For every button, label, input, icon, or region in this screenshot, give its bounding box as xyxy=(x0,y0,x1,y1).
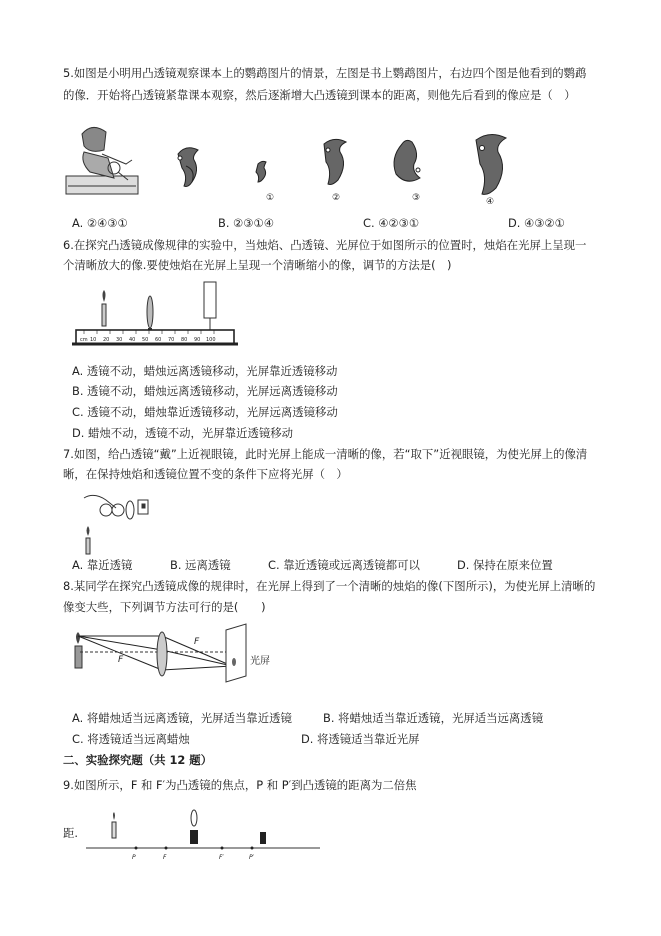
q8-stem-line1: 8.某同学在探究凸透镜成像的规律时，在光屏上得到了一个清晰的烛焰的像(下图所示)，为使光屏上清晰的 xyxy=(63,579,596,593)
convex-lens xyxy=(147,296,153,332)
q6-option-d[interactable]: D. 蜡烛不动，透镜不动，光屏靠近透镜移动 xyxy=(72,426,294,440)
q6-option-a[interactable]: A. 透镜不动，蜡烛远离透镜移动，光屏靠近透镜移动 xyxy=(72,364,338,378)
q5-stem-line1: 5.如图是小明用凸透镜观察课本上的鹦鹉图片的情景，左图是书上鹦鹉图片，右边四个图是他看到的鹦鹉 xyxy=(63,66,587,80)
q7-option-c[interactable]: C. 靠近透镜或远离透镜都可以 xyxy=(268,558,420,572)
q7-option-d[interactable]: D. 保持在原来位置 xyxy=(457,558,553,572)
q8-stem-line2: 像变大些，下列调节方法可行的是( ) xyxy=(63,600,266,614)
ruler-tick-90: 90 xyxy=(194,337,201,343)
q6-option-c[interactable]: C. 透镜不动，蜡烛靠近透镜移动，光屏远离透镜移动 xyxy=(72,405,338,419)
light-screen xyxy=(258,800,272,844)
q6-stem-line1: 6.在探究凸透镜成像规律的实验中，当烛焰、凸透镜、光屏位于如图所示的位置时，烛焰在光屏上呈现一 xyxy=(63,238,587,252)
q6-option-b[interactable]: B. 透镜不动，蜡烛远离透镜移动，光屏远离透镜移动 xyxy=(72,384,338,398)
q8-option-d[interactable]: D. 将透镜适当靠近光屏 xyxy=(301,732,420,746)
light-screen xyxy=(204,282,216,330)
q9-figure xyxy=(86,800,326,870)
light-rays xyxy=(78,636,232,670)
candle xyxy=(102,290,106,326)
q7-stem-line1: 7.如图，给凸透镜“戴”上近视眼镜，此时光屏上能成一清晰的像，若“取下”近视眼镜，为使光屏上的像清 xyxy=(63,447,588,461)
ruler-tick-40: 40 xyxy=(129,337,136,343)
candle xyxy=(112,812,116,838)
axis-label-F-prime: F′ xyxy=(219,854,224,861)
q8-option-a[interactable]: A. 将蜡烛适当远离透镜，光屏适当靠近透镜 xyxy=(72,711,292,725)
convex-lens xyxy=(157,632,167,676)
ruler-tick-10: 10 xyxy=(90,337,97,343)
parrot-image-4 xyxy=(476,134,506,194)
parrot-label-3: ③ xyxy=(412,193,421,203)
q7-stem-line2: 晰，在保持烛焰和透镜位置不变的条件下应将光屏（ ） xyxy=(63,467,348,481)
q9-stem-line2: 距. xyxy=(63,826,79,840)
parrot-label-2: ② xyxy=(332,193,341,203)
q5-figure xyxy=(62,124,522,208)
q7-figure xyxy=(80,486,160,558)
q8-option-c[interactable]: C. 将透镜适当远离蜡烛 xyxy=(72,732,190,746)
q5-option-b[interactable]: B. ②③①④ xyxy=(218,216,274,230)
parrot-label-4: ④ xyxy=(486,197,495,207)
q5-option-d[interactable]: D. ④③②① xyxy=(508,216,565,230)
parrot-image-3 xyxy=(394,140,420,181)
q6-optical-bench-figure xyxy=(70,278,240,358)
screen-label: 光屏 xyxy=(250,656,270,667)
parrot-label-1: ① xyxy=(266,193,275,203)
section-title: 二、实验探究题（共 12 题） xyxy=(63,753,213,767)
parrot-image-2 xyxy=(324,139,346,184)
q7-option-a[interactable]: A. 靠近透镜 xyxy=(72,558,133,572)
q7-option-b[interactable]: B. 远离透镜 xyxy=(170,558,231,572)
light-screen xyxy=(226,624,246,682)
focal-label-right: F xyxy=(194,637,200,647)
ruler-tick-60: 60 xyxy=(155,337,162,343)
ruler-tick-70: 70 xyxy=(168,337,175,343)
axis-label-P-prime: P′ xyxy=(249,854,254,861)
q8-ray-diagram xyxy=(66,620,296,692)
q5-option-c[interactable]: C. ④②③① xyxy=(363,216,420,230)
q8-option-b[interactable]: B. 将蜡烛适当靠近透镜，光屏适当远离透镜 xyxy=(323,711,544,725)
q6-stem-line2: 个清晰放大的像.要使烛焰在光屏上呈现一个清晰缩小的像，调节的方法是( ) xyxy=(63,258,452,272)
q9-stem-line1: 9.如图所示，F 和 F′为凸透镜的焦点，P 和 P′到凸透镜的距离为二倍焦 xyxy=(63,778,417,792)
ruler-unit: cm xyxy=(80,337,88,343)
eyeglasses-and-lens-illustration xyxy=(84,495,148,519)
parrot-original xyxy=(178,148,198,187)
convex-lens xyxy=(190,810,198,844)
axis-label-P: P xyxy=(132,854,136,861)
focal-label-left: F xyxy=(118,655,124,665)
ruler-tick-50: 50 xyxy=(142,337,149,343)
q5-stem-line2: 的像．开始将凸透镜紧靠课本观察，然后逐渐增大凸透镜到课本的距离，则他先后看到的像应是（ ） xyxy=(63,88,576,102)
candle xyxy=(86,526,90,554)
ruler-tick-100: 100 xyxy=(206,337,216,343)
parrot-image-1 xyxy=(256,161,266,182)
q5-option-a[interactable]: A. ②④③① xyxy=(72,216,128,230)
axis-label-F: F xyxy=(163,854,167,861)
ruler-tick-20: 20 xyxy=(103,337,110,343)
ruler-tick-80: 80 xyxy=(181,337,188,343)
ruler-tick-30: 30 xyxy=(116,337,123,343)
boy-reading-illustration xyxy=(66,127,138,194)
